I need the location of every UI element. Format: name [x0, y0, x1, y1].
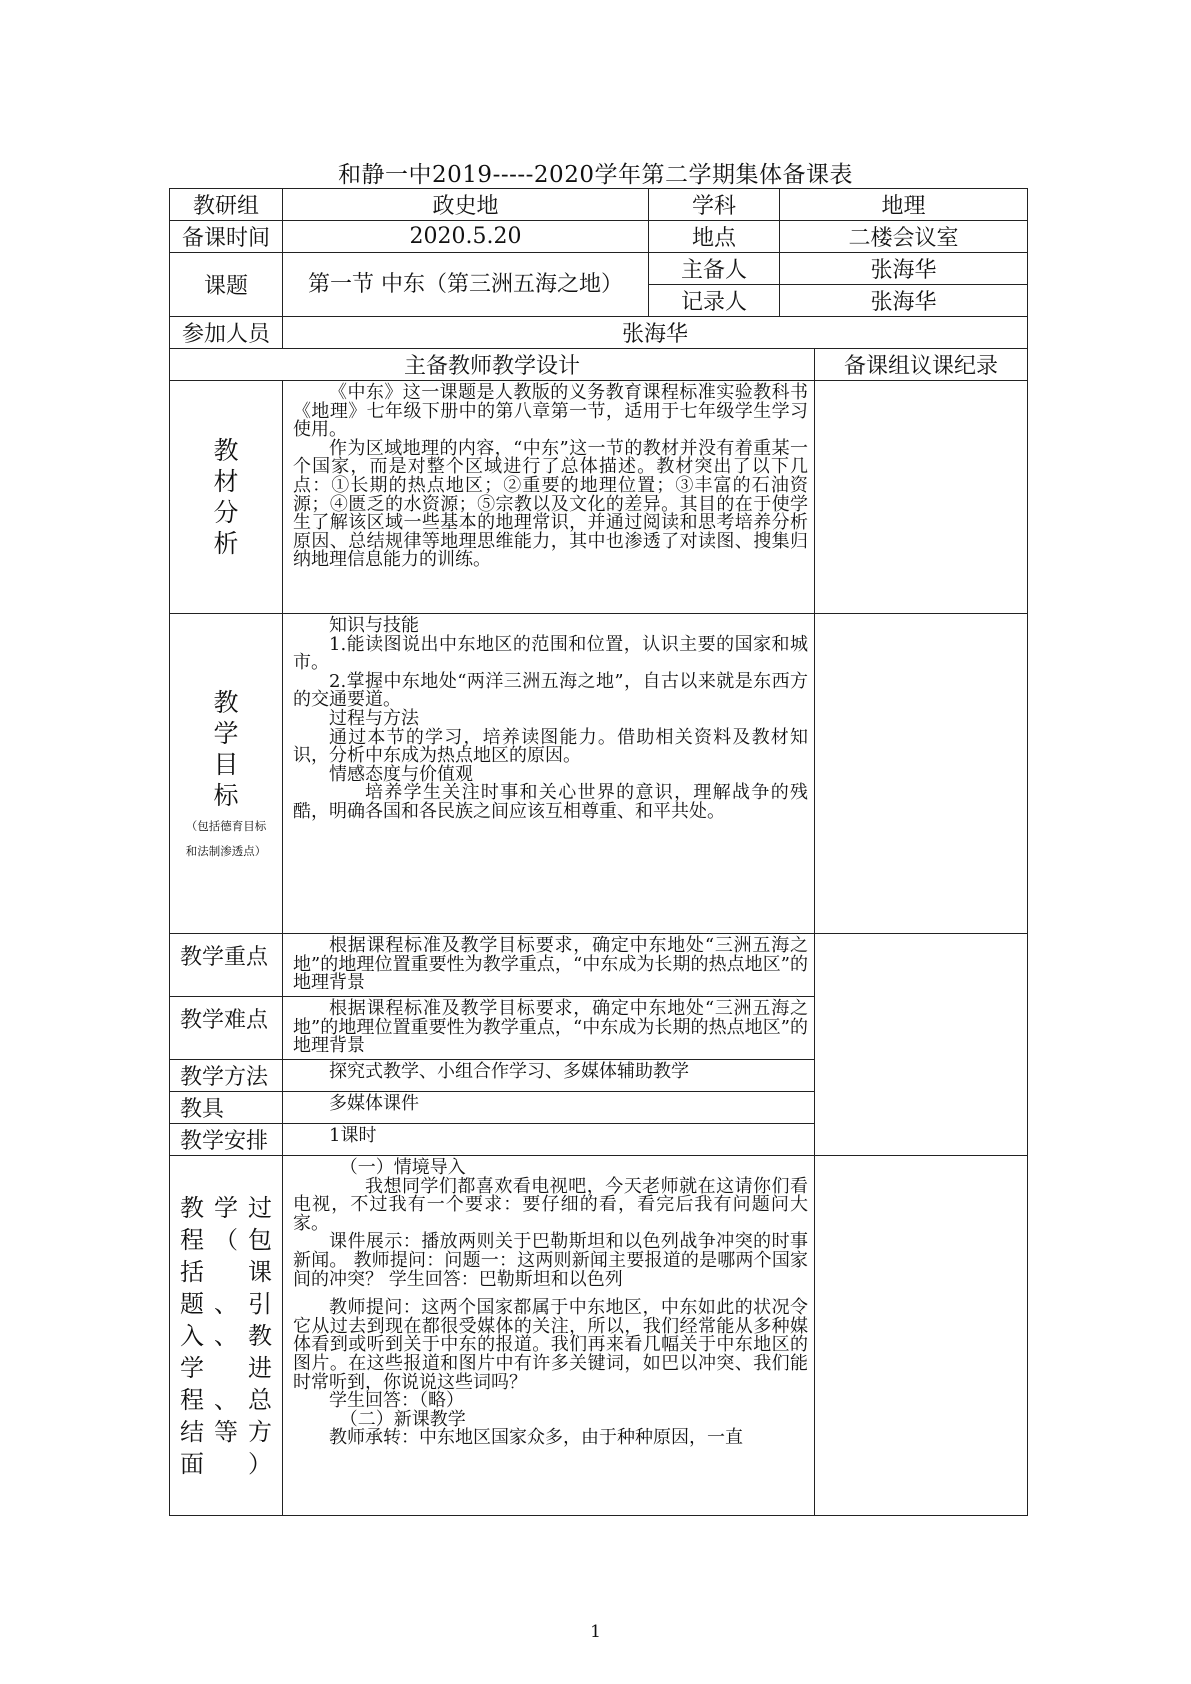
schedule-label: 教学安排: [170, 1124, 283, 1156]
objectives-record-cell: [815, 614, 1028, 934]
objectives-line: 培养学生关注时事和关心世界的意识，理解战争的残酷，明确各国和各民族之间应该互相尊重、和平共处。: [293, 782, 809, 822]
objectives-line: 1.能读图说出中东地区的范围和位置，认识主要的国家和城市。: [293, 633, 809, 674]
method-content: [283, 1060, 815, 1092]
objectives-label-char: 教: [213, 687, 239, 717]
process-line: 学生回答：（略）: [329, 1390, 464, 1412]
process-line: 教师承转：中东地区国家众多，由于种种原因，一直: [329, 1427, 743, 1449]
objectives-label: [170, 614, 283, 934]
main-teacher-label: 主备人: [649, 253, 780, 285]
objectives-label-char: 标: [213, 780, 239, 810]
subject-label: 学科: [649, 189, 780, 221]
group-value: 政史地: [283, 189, 649, 221]
recorder-label: 记录人: [649, 285, 780, 317]
topic-value: 第一节 中东（第三洲五海之地）: [283, 253, 649, 317]
process-line: 我想同学们都喜欢看电视吧，今天老师就在这请你们看电视，不过我有一个要求：要仔细的看，看完后我有问题问大家。: [293, 1175, 809, 1234]
record-header: 备课组议课纪录: [815, 349, 1028, 381]
time-value: 2020.5.20: [283, 221, 649, 253]
time-label: 备课时间: [170, 221, 283, 253]
analysis-paragraph: 作为区域地理的内容，“中东”这一节的教材并没有着重某一个国家，而是对整个区域进行了总体描述。教材突出了以下几点：①长期的热点地区；②重要的地理位置；③丰富的石油资源；④匮乏的水资源；⑤宗教以及文化的差异。其目的在于使学生了解该区域一些基本的地理常识，并通过阅读和思考培养分析原因、总结规律等地理思维能力，其中也渗透了对读图、搜集归纳地理信息能力的训练。: [293, 437, 809, 571]
group-label: 教研组: [170, 189, 283, 221]
analysis-label-char: 析: [213, 529, 239, 558]
objectives-label-note: （包括德育目标: [185, 818, 267, 833]
key-point-label: 教学重点: [170, 934, 283, 997]
analysis-label-char: 材: [213, 467, 239, 496]
main-teacher-value: 张海华: [780, 253, 1028, 285]
process-label: 教学过程（包括课题、引入、教学进程、总结等方面）: [170, 1156, 283, 1516]
key-points-record-cell: [815, 934, 1028, 1156]
analysis-record-cell: [815, 381, 1028, 614]
participants-label: 参加人员: [170, 317, 283, 349]
method-label: 教学方法: [170, 1060, 283, 1092]
recorder-value: 张海华: [780, 285, 1028, 317]
process-content: [283, 1156, 815, 1516]
tools-content: [283, 1092, 815, 1124]
page-title: 和静一中2019-----2020学年第二学期集体备课表: [338, 162, 853, 188]
tools-label: 教具: [170, 1092, 283, 1124]
key-point-content: [283, 934, 815, 997]
key-point-text: 根据课程标准及教学目标要求，确定中东地处“三洲五海之地”的地理位置重要性为教学重点，“中东成为长期的热点地区”的地理背景: [293, 935, 809, 994]
analysis-paragraph: 《中东》这一课题是人教版的义务教育课程标准实验教科书《地理》七年级下册中的第八章第一节，适用于七年级学生学习使用。: [293, 382, 809, 441]
tools-text: 多媒体课件: [329, 1093, 419, 1114]
objectives-line: 2.掌握中东地处“两洋三洲五海之地”，自古以来就是东西方的交通要道。: [293, 670, 809, 711]
analysis-content: [283, 381, 815, 614]
difficulty-text: 根据课程标准及教学目标要求，确定中东地处“三洲五海之地”的地理位置重要性为教学重点，“中东成为长期的热点地区”的地理背景: [293, 998, 809, 1057]
objectives-label-char: 目: [213, 749, 239, 779]
difficulty-label: 教学难点: [170, 997, 283, 1060]
participants-value: 张海华: [283, 317, 1028, 349]
process-line: 课件展示：播放两则关于巴勒斯坦和以色列战争冲突的时事新闻。 教师提问：问题一：这两则新闻主要报道的是哪两个国家间的冲突？ 学生回答：巴勒斯坦和以色列: [293, 1231, 809, 1290]
difficulty-content: [283, 997, 815, 1060]
objectives-line: 过程与方法: [329, 707, 419, 729]
objectives-label-note: 和法制渗透点）: [185, 843, 267, 858]
objectives-line: 知识与技能: [329, 615, 419, 636]
objectives-line: 通过本节的学习，培养读图能力。借助相关资料及教材知识，分析中东成为热点地区的原因。: [293, 726, 809, 767]
place-label: 地点: [649, 221, 780, 253]
method-text: 探究式教学、小组合作学习、多媒体辅助教学: [329, 1061, 689, 1082]
place-value: 二楼会议室: [780, 221, 1028, 253]
objectives-content: [283, 614, 815, 934]
process-record-cell: [815, 1156, 1028, 1516]
schedule-text: 1课时: [329, 1125, 377, 1146]
topic-label: 课题: [170, 253, 283, 317]
schedule-content: [283, 1124, 815, 1156]
analysis-label: [170, 381, 283, 614]
process-line: 教师提问：这两个国家都属于中东地区，中东如此的状况令它从过去到现在都很受媒体的关注，所以，我们经常能从多种媒体看到或听到关于中东的报道。我们再来看几幅关于中东地区的图片。在这些报道和图片中有许多关键词，如巴以冲突、我们能时常听到，你说说这些词吗？: [293, 1297, 809, 1393]
objectives-label-char: 学: [213, 718, 239, 748]
analysis-label-char: 教: [213, 436, 239, 465]
design-header: 主备教师教学设计: [170, 349, 815, 381]
objectives-line: 情感态度与价值观: [329, 763, 473, 785]
subject-value: 地理: [780, 189, 1028, 221]
analysis-label-char: 分: [213, 498, 239, 527]
lesson-prep-table: [169, 188, 1028, 1516]
page-number: 1: [590, 1622, 601, 1642]
process-line: （二）新课教学: [339, 1408, 466, 1430]
process-line: （一）情境导入: [339, 1157, 466, 1178]
